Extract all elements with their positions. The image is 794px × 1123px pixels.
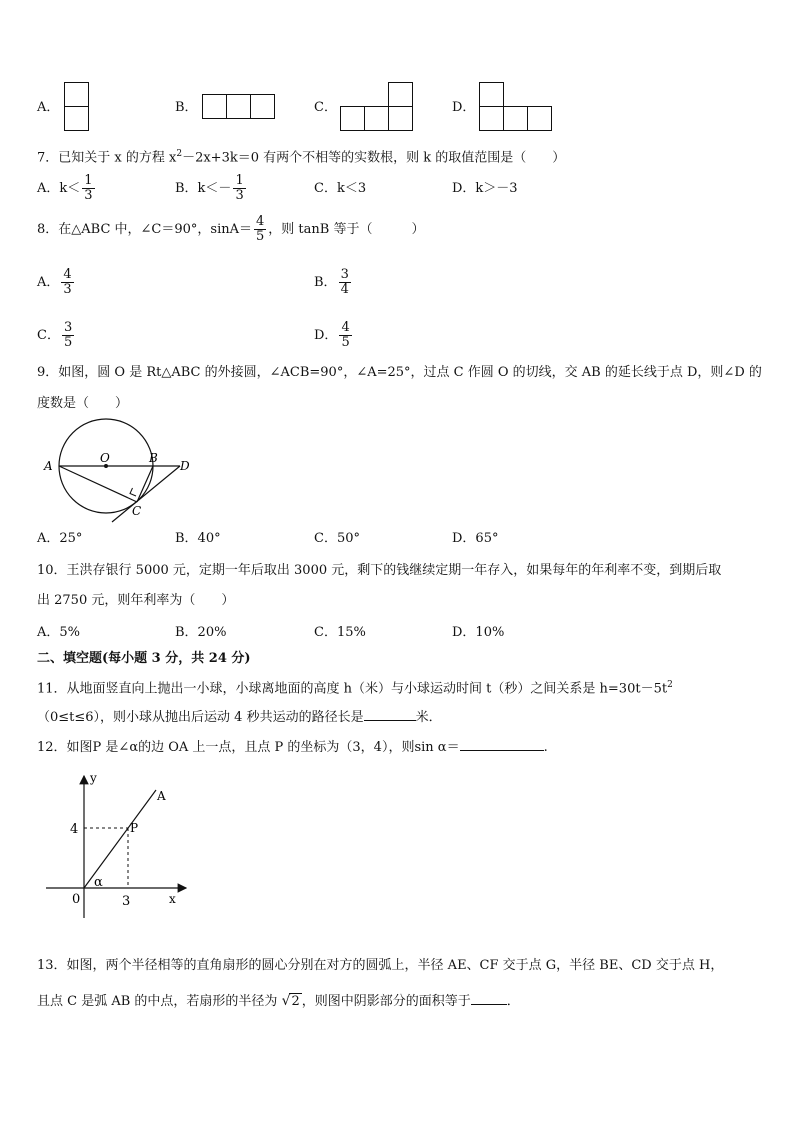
q8-option-c: C． $\frac{3}{5}$ [37, 320, 73, 350]
q6-figure-b [202, 94, 276, 122]
q12-coordinate-figure [40, 770, 200, 920]
q9-label-c: C [132, 504, 142, 518]
q9-option-d: D．65° [452, 531, 499, 546]
q11-stem-line2: （0≤t≤6），则小球从抛出后运动 4 秒共运动的路径长是 米． [37, 710, 442, 725]
q10-option-c: C．15% [314, 625, 366, 640]
q12-label-p: P [130, 821, 139, 835]
q9-label-a: A [44, 459, 53, 473]
q8-option-b: B． $\frac{3}{4}$ [314, 267, 349, 297]
q12-label-x: x [169, 892, 176, 906]
q9-option-a: A．25° [37, 531, 83, 546]
q9-label-d: D [180, 459, 190, 473]
q11-stem-line1: 11．从地面竖直向上抛出一小球，小球离地面的高度 h（米）与小球运动时间 t（秒）之间关系是 $h=30t-5t^2$ [37, 680, 673, 697]
q9-label-b: B [149, 451, 158, 465]
q9-option-b: B．40° [175, 531, 221, 546]
q12-label-a: A [157, 789, 166, 803]
q6-option-d-label: D． [452, 100, 476, 115]
q12-label-alpha: α [94, 875, 103, 890]
q9-circle-figure [40, 418, 200, 524]
q13-stem-line2: 且点 C 是弧 AB 的中点，若扇形的半径为 √2 ，则图中阴影部分的面积等于 ． [37, 993, 520, 1009]
q10-stem-line1: 10．王洪存银行 5000 元，定期一年后取出 3000 元，剩下的钱继续定期一年存入，如果每年的年利率不变，到期后取 [37, 563, 722, 578]
q13-answer-blank [471, 992, 507, 1005]
q10-stem-line2: 出 2750 元，则年利率为（ ） [37, 593, 235, 608]
q11-answer-blank [364, 708, 416, 721]
q10-option-a: A．5% [37, 625, 81, 640]
q9-label-o: O [100, 451, 110, 465]
q13-stem-line1: 13．如图，两个半径相等的直角扇形的圆心分别在对方的圆弧上，半径 AE、CF 交于点 G，半径 BE、CD 交于点 H， [37, 958, 724, 973]
q10-option-b: B．20% [175, 625, 227, 640]
section-heading-fill-in: 二、填空题(每小题 3 分，共 24 分) [37, 651, 251, 666]
q7-option-d: D．k＞－3 [452, 181, 518, 196]
q12-label-0: 0 [72, 892, 81, 907]
q6-option-a-label: A． [37, 100, 60, 115]
q7-option-a: A．k＜ $\frac{1}{3}$ [37, 173, 93, 203]
q8-option-a: A． $\frac{4}{3}$ [37, 267, 72, 297]
q8-option-d: D． $\frac{4}{5}$ [314, 320, 350, 350]
q12-label-4: 4 [70, 822, 79, 837]
q10-option-d: D．10% [452, 625, 505, 640]
q6-figure-a [64, 82, 90, 132]
q6-figure-d [479, 82, 553, 132]
q9-option-c: C．50° [314, 531, 360, 546]
q7-stem: 7．已知关于 x 的方程 $x^2-2x+3k=0$ 有两个不相等的实数根，则 k 的取值范围是（ ） [37, 149, 566, 166]
q7-option-c: C．k＜3 [314, 181, 367, 196]
q9-stem-line1: 9．如图，圆 O 是 Rt△ABC 的外接圆，∠ACB=90°，∠A=25°，过点 C 作圆 O 的切线，交 AB 的延长线于点 D，则∠D 的 [37, 365, 762, 380]
q6-figure-c [340, 82, 414, 132]
q6-option-c-label: C． [314, 100, 337, 115]
q6-option-b-label: B． [175, 100, 198, 115]
q7-option-b: B．k＜－ $\frac{1}{3}$ [175, 173, 244, 203]
q12-label-3: 3 [122, 894, 131, 909]
q12-stem: 12．如图P 是∠α的边 OA 上一点，且点 P 的坐标为（3，4），则sin α＝ . [37, 740, 548, 755]
q8-stem: 8．在△ABC 中，∠C＝90°，sinA＝ $\frac{4}{5}$ ，则 tanB 等于（ ） [37, 214, 425, 244]
q9-stem-line2: 度数是（ ） [37, 396, 129, 411]
q12-label-y: y [90, 771, 97, 785]
q12-answer-blank [460, 738, 544, 751]
